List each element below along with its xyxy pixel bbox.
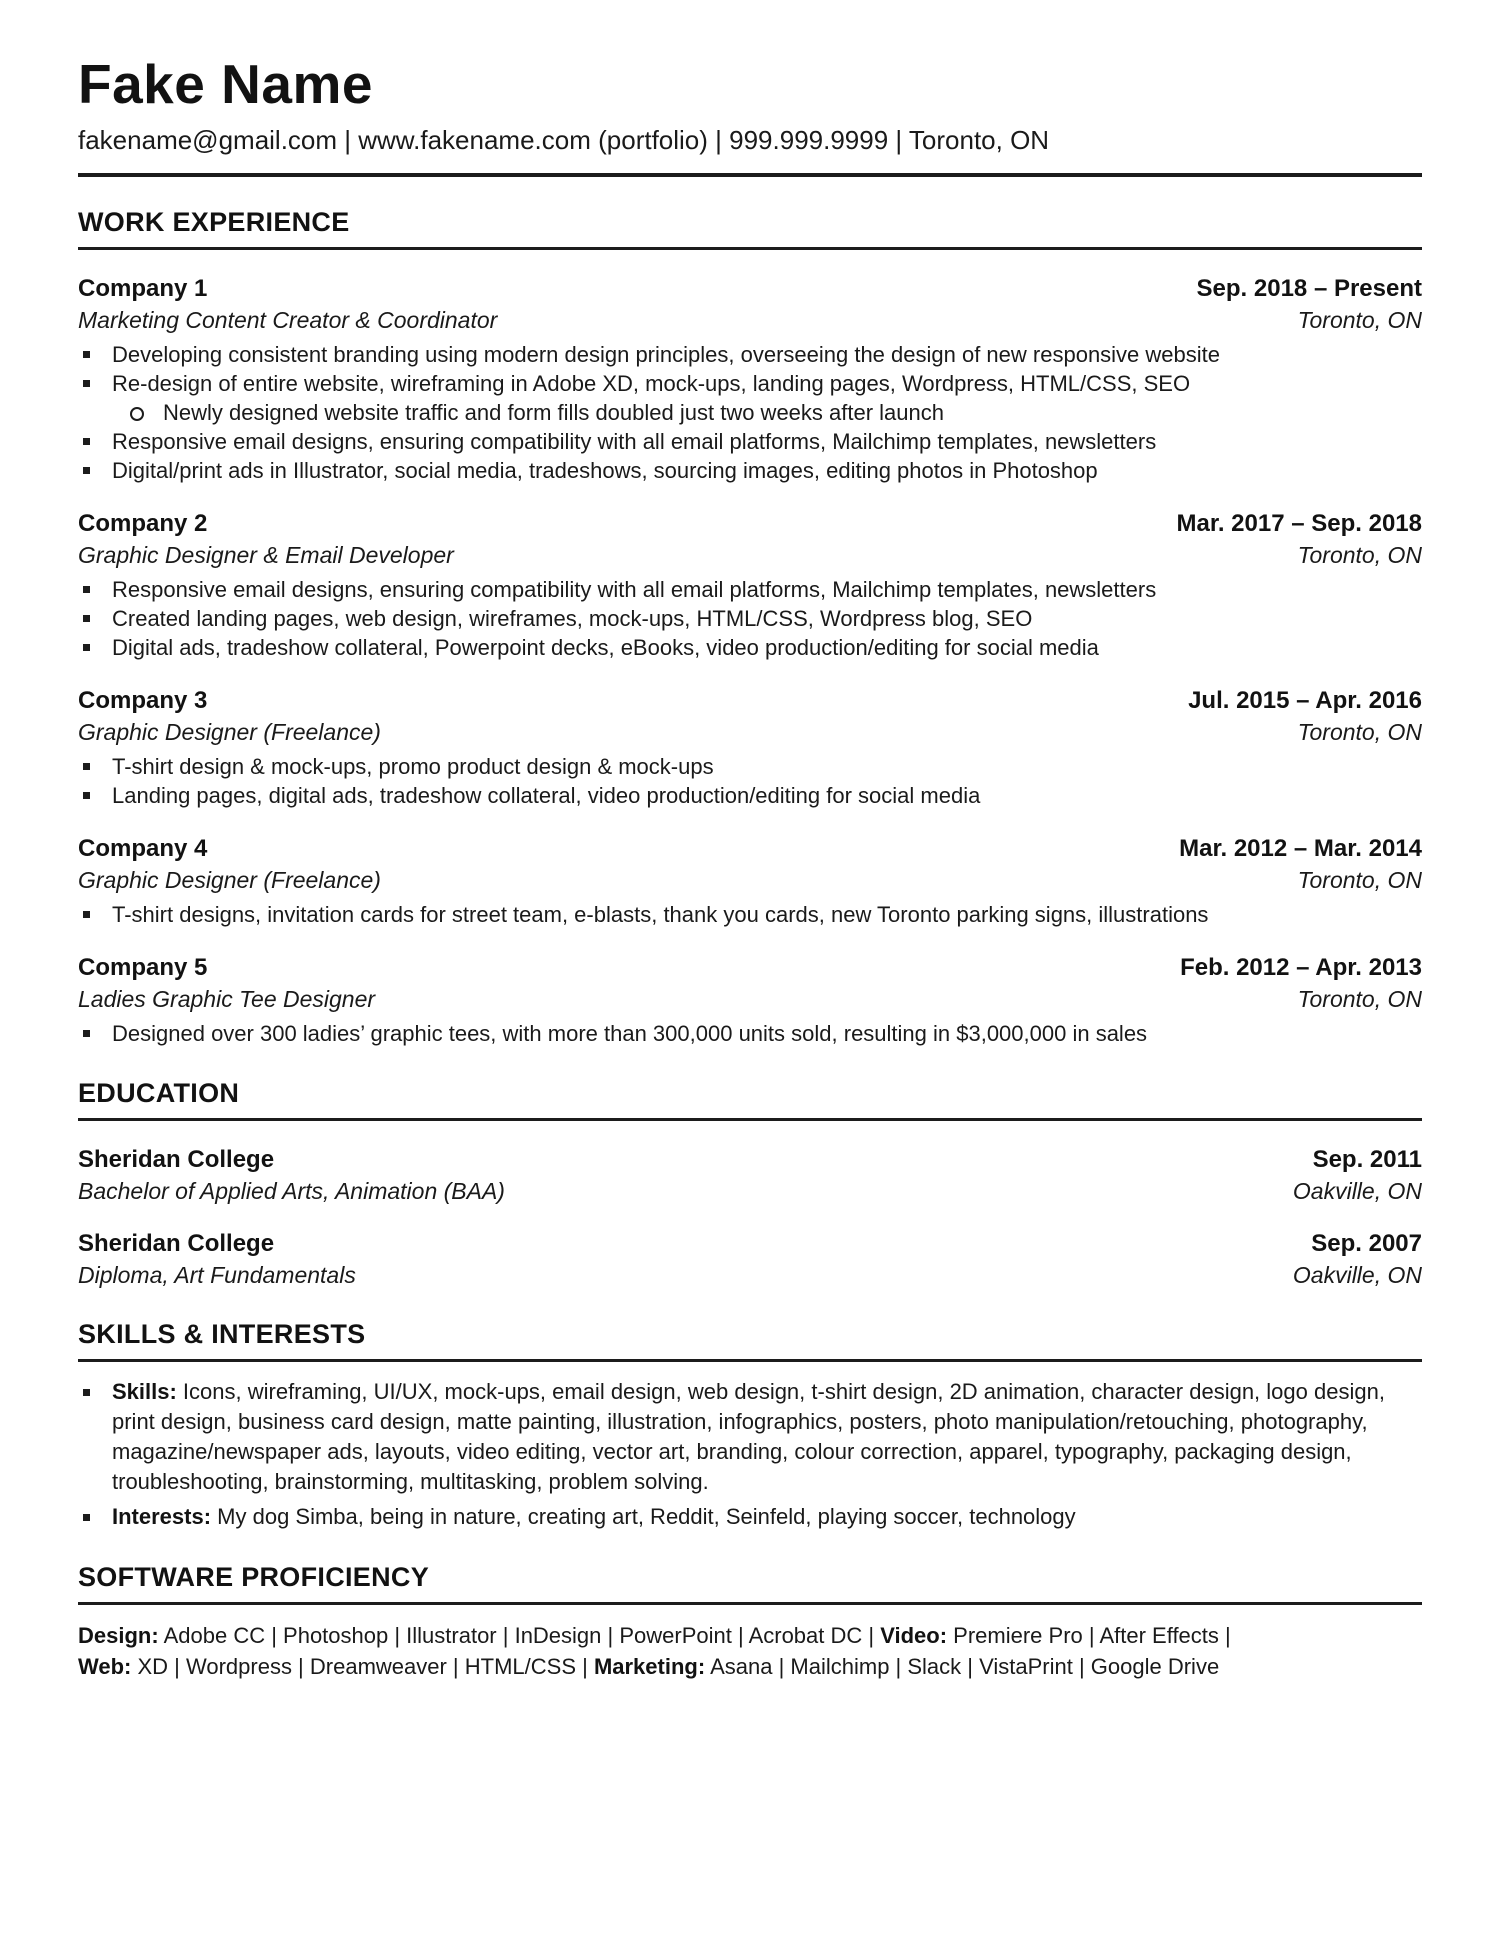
- job-location: Toronto, ON: [1297, 718, 1422, 745]
- bullet-item: Created landing pages, web design, wireframes, mock-ups, HTML/CSS, Wordpress blog, SEO: [78, 604, 1422, 633]
- education-header-row: [78, 1230, 1422, 1258]
- job-location: Toronto, ON: [1297, 866, 1422, 893]
- skills-interests-section: [78, 1319, 1422, 1532]
- job-title: Graphic Designer (Freelance): [78, 866, 381, 893]
- bullet-item: T-shirt designs, invitation cards for street team, e-blasts, thank you cards, new Toronto parking signs, illustrations: [78, 900, 1422, 929]
- job-dates: Jul. 2015 – Apr. 2016: [1188, 686, 1422, 714]
- software-line-web-marketing: [78, 1651, 1422, 1682]
- bullet-list: [78, 340, 1422, 485]
- company-name: Company 2: [78, 509, 208, 537]
- software-category-web: Web:: [78, 1653, 132, 1679]
- education-dates: Sep. 2011: [1312, 1145, 1422, 1173]
- software-list-web: XD | Wordpress | Dreamweaver | HTML/CSS |: [131, 1653, 594, 1679]
- job-title: Ladies Graphic Tee Designer: [78, 985, 376, 1012]
- interests-label: Interests:: [112, 1503, 212, 1529]
- education-subheader-row: [78, 1262, 1422, 1289]
- job-header-row: [78, 835, 1422, 863]
- interests-text: My dog Simba, being in nature, creating art, Reddit, Seinfeld, playing soccer, technology: [211, 1503, 1076, 1529]
- section-title-software: SOFTWARE PROFICIENCY: [78, 1562, 1422, 1605]
- education-entry-1: [78, 1146, 1422, 1205]
- section-title-skills: SKILLS & INTERESTS: [78, 1319, 1422, 1362]
- skills-list: [78, 1377, 1422, 1532]
- job-subheader-row: [78, 986, 1422, 1013]
- education-subheader-row: [78, 1178, 1422, 1205]
- job-location: Toronto, ON: [1297, 306, 1422, 333]
- school-location: Oakville, ON: [1292, 1261, 1422, 1288]
- software-list-design: Adobe CC | Photoshop | Illustrator | InDesign | PowerPoint | Acrobat DC |: [158, 1622, 881, 1648]
- interests-item: [78, 1502, 1422, 1532]
- contact-line: fakename@gmail.com | www.fakename.com (portfolio) | 999.999.9999 | Toronto, ON: [78, 125, 1422, 177]
- software-list-marketing: Asana | Mailchimp | Slack | VistaPrint | Google Drive: [705, 1653, 1220, 1679]
- job-subheader-row: [78, 307, 1422, 334]
- job-entry-company-5: [78, 954, 1422, 1048]
- bullet-list: [78, 900, 1422, 929]
- skills-item: [78, 1377, 1422, 1497]
- company-name: Company 4: [78, 834, 208, 862]
- degree-name: Bachelor of Applied Arts, Animation (BAA): [78, 1177, 505, 1204]
- job-location: Toronto, ON: [1297, 541, 1422, 568]
- school-location: Oakville, ON: [1292, 1177, 1422, 1204]
- software-category-marketing: Marketing:: [593, 1653, 706, 1679]
- job-title: Marketing Content Creator & Coordinator: [78, 306, 498, 333]
- skills-text: Icons, wireframing, UI/UX, mock-ups, email design, web design, t-shirt design, 2D animation, character design, logo design, print design, business card design, matte painting, illustration, infographics, posters, photo manipulation/retouching, photography, magazine/newspaper ads, layouts, video editing, vector art, branding, colour correction, apparel, typography, packaging design, troubleshooting, brainstorming, multitasking, problem solving.: [112, 1378, 1385, 1494]
- job-subheader-row: [78, 542, 1422, 569]
- bullet-list: [78, 575, 1422, 662]
- bullet-list: [78, 752, 1422, 810]
- job-dates: Feb. 2012 – Apr. 2013: [1180, 953, 1422, 981]
- degree-name: Diploma, Art Fundamentals: [78, 1261, 356, 1288]
- bullet-item: Re-design of entire website, wireframing in Adobe XD, mock-ups, landing pages, Wordpress, HTML/CSS, SEO: [78, 369, 1422, 398]
- bullet-item: Designed over 300 ladies’ graphic tees, with more than 300,000 units sold, resulting in $3,000,000 in sales: [78, 1019, 1422, 1048]
- person-name: Fake Name: [78, 53, 373, 115]
- bullet-item: T-shirt design & mock-ups, promo product design & mock-ups: [78, 752, 1422, 781]
- job-dates: Mar. 2012 – Mar. 2014: [1179, 834, 1422, 862]
- skills-label: Skills:: [112, 1378, 177, 1404]
- bullet-item: Landing pages, digital ads, tradeshow collateral, video production/editing for social media: [78, 781, 1422, 810]
- job-location: Toronto, ON: [1297, 985, 1422, 1012]
- bullet-item: Digital/print ads in Illustrator, social media, tradeshows, sourcing images, editing photos in Photoshop: [78, 456, 1422, 485]
- job-header-row: [78, 275, 1422, 303]
- section-title-education: EDUCATION: [78, 1078, 1422, 1121]
- software-category-video: Video:: [880, 1622, 948, 1648]
- section-title-work-experience: WORK EXPERIENCE: [78, 207, 1422, 250]
- job-entry-company-2: [78, 510, 1422, 662]
- resume-header: [78, 54, 1422, 177]
- job-header-row: [78, 954, 1422, 982]
- software-body: [78, 1620, 1422, 1682]
- job-entry-company-4: [78, 835, 1422, 929]
- job-entry-company-3: [78, 687, 1422, 810]
- job-subheader-row: [78, 719, 1422, 746]
- job-title: Graphic Designer (Freelance): [78, 718, 381, 745]
- job-dates: Sep. 2018 – Present: [1196, 274, 1422, 302]
- education-dates: Sep. 2007: [1311, 1229, 1422, 1257]
- education-section: [78, 1078, 1422, 1289]
- bullet-item: Responsive email designs, ensuring compatibility with all email platforms, Mailchimp templates, newsletters: [78, 427, 1422, 456]
- school-name: Sheridan College: [78, 1229, 275, 1257]
- bullet-item: Developing consistent branding using modern design principles, overseeing the design of new responsive website: [78, 340, 1422, 369]
- company-name: Company 1: [78, 274, 208, 302]
- bullet-item: Responsive email designs, ensuring compatibility with all email platforms, Mailchimp templates, newsletters: [78, 575, 1422, 604]
- education-entry-2: [78, 1230, 1422, 1289]
- job-entry-company-1: [78, 275, 1422, 485]
- education-header-row: [78, 1146, 1422, 1174]
- software-list-video: Premiere Pro | After Effects |: [947, 1622, 1231, 1648]
- school-name: Sheridan College: [78, 1145, 275, 1173]
- job-subheader-row: [78, 867, 1422, 894]
- software-proficiency-section: [78, 1562, 1422, 1682]
- sub-bullet-item: Newly designed website traffic and form fills doubled just two weeks after launch: [78, 398, 1422, 427]
- job-dates: Mar. 2017 – Sep. 2018: [1176, 509, 1422, 537]
- job-title: Graphic Designer & Email Developer: [78, 541, 454, 568]
- company-name: Company 5: [78, 953, 208, 981]
- software-category-design: Design:: [78, 1622, 159, 1648]
- job-header-row: [78, 687, 1422, 715]
- company-name: Company 3: [78, 686, 208, 714]
- software-line-design-video: [78, 1620, 1422, 1651]
- bullet-item: Digital ads, tradeshow collateral, Powerpoint decks, eBooks, video production/editing for social media: [78, 633, 1422, 662]
- job-header-row: [78, 510, 1422, 538]
- work-experience-section: [78, 207, 1422, 1048]
- bullet-list: [78, 1019, 1422, 1048]
